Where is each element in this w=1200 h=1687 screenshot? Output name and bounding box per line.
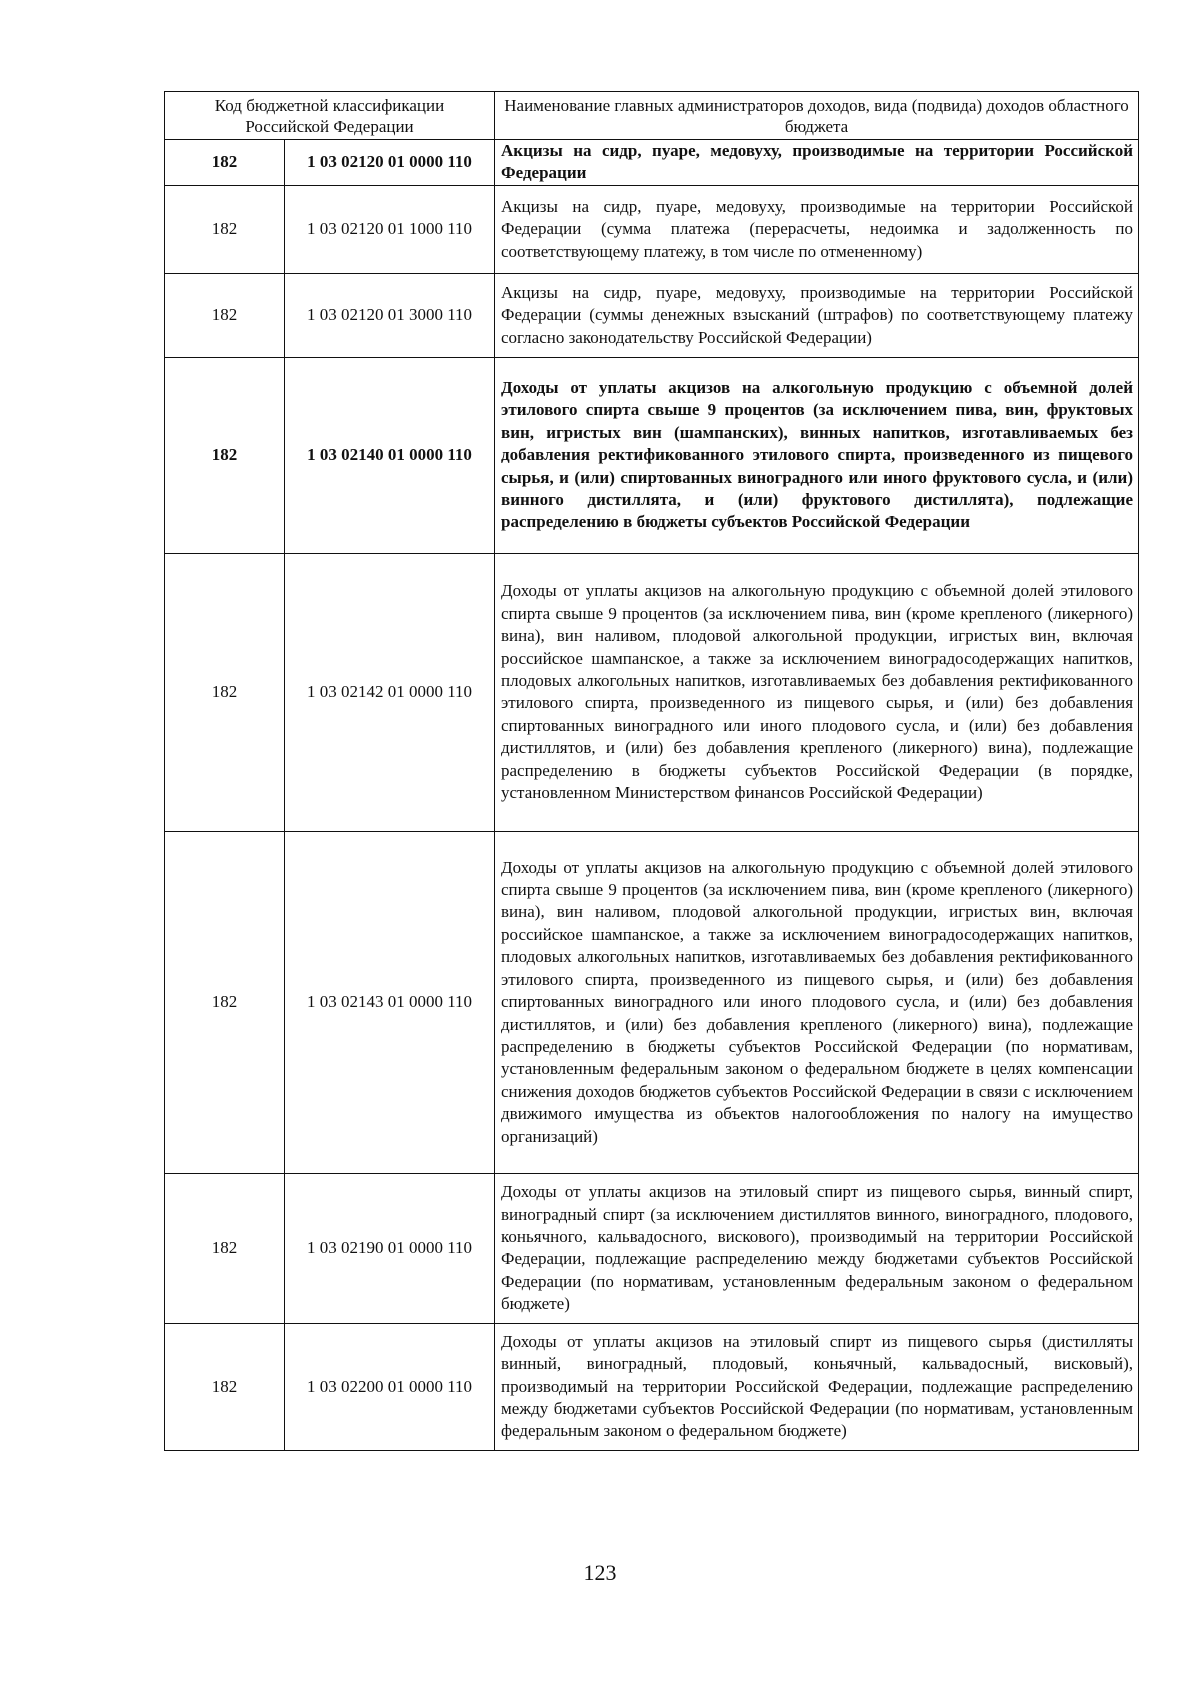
revenue-name-cell: Доходы от уплаты акцизов на этиловый спирт из пищевого сырья, винный спирт, виноградный спирт (за исключением дистиллятов винного, виноградного, плодового, коньячного, кальвадосного, вискового), производимый на территории Российской Федерации, подлежащие распределению между бюджетами субъектов Российской Федерации (по нормативам, установленным федеральным законом о федеральном бюджете): [495, 1173, 1139, 1323]
header-code-column: Код бюджетной классификации Российской Федерации: [165, 92, 495, 140]
admin-code-cell: 182: [165, 1323, 285, 1450]
budget-code-cell: 1 03 02120 01 0000 110: [285, 140, 495, 186]
admin-code-cell: 182: [165, 553, 285, 831]
revenue-name-cell: Акцизы на сидр, пуаре, медовуху, производимые на территории Российской Федерации (суммы денежных взысканий (штрафов) по соответствующему платежу согласно законодательству Российской Федерации): [495, 273, 1139, 357]
revenue-name-cell: Доходы от уплаты акцизов на алкогольную продукцию с объемной долей этилового спирта свыше 9 процентов (за исключением пива, вин, фруктовых вин, игристых вин (шампанских), винных напитков, изготавливаемых без добавления ректификованного этилового спирта, произведенного из пищевого сырья, и (или) спиртованных виноградного или иного фруктового сусла, и (или) винного дистиллята, и (или) фруктового дистиллята), подлежащие распределению в бюджеты субъектов Российской Федерации: [495, 357, 1139, 553]
budget-code-cell: 1 03 02143 01 0000 110: [285, 831, 495, 1173]
budget-code-cell: 1 03 02140 01 0000 110: [285, 357, 495, 553]
revenue-name-cell: Доходы от уплаты акцизов на этиловый спирт из пищевого сырья (дистилляты винный, виноградный, плодовый, коньячный, кальвадосный, висковый), производимый на территории Российской Федерации, подлежащие распределению между бюджетами субъектов Российской Федерации (по нормативам, установленным федеральным законом о федеральном бюджете): [495, 1323, 1139, 1450]
revenue-name-cell: Акцизы на сидр, пуаре, медовуху, производимые на территории Российской Федерации (сумма платежа (перерасчеты, недоимка и задолженность по соответствующему платежу, в том числе по отмененному): [495, 185, 1139, 273]
admin-code-cell: 182: [165, 831, 285, 1173]
table-body: [165, 140, 1139, 1451]
table-row: [165, 553, 1139, 831]
table-row: [165, 1323, 1139, 1450]
table-row: [165, 185, 1139, 273]
table-header-row: [165, 92, 1139, 140]
table-row: [165, 140, 1139, 186]
header-name-column: Наименование главных администраторов доходов, вида (подвида) доходов областного бюджета: [495, 92, 1139, 140]
admin-code-cell: 182: [165, 185, 285, 273]
page-number: 123: [583, 1560, 617, 1585]
table-row: [165, 273, 1139, 357]
admin-code-cell: 182: [165, 273, 285, 357]
revenue-name-cell: Акцизы на сидр, пуаре, медовуху, производимые на территории Российской Федерации: [495, 140, 1139, 186]
revenue-name-cell: Доходы от уплаты акцизов на алкогольную продукцию с объемной долей этилового спирта свыше 9 процентов (за исключением пива, вин (кроме крепленого (ликерного) вина), вин наливом, плодовой алкогольной продукции, игристых вин, включая российское шампанское, а также за исключением виноградосодержащих напитков, плодовых алкогольных напитков, изготавливаемых без добавления ректификованного этилового спирта, произведенного из пищевого сырья, и (или) без добавления спиртованных виноградного или иного плодового сусла, и (или) без добавления дистиллятов, и (или) без добавления крепленого (ликерного) вина), подлежащие распределению в бюджеты субъектов Российской Федерации (по нормативам, установленным федеральным законом о федеральном бюджете в целях компенсации снижения доходов бюджетов субъектов Российской Федерации в связи с исключением движимого имущества из объектов налогообложения по налогу на имущество организаций): [495, 831, 1139, 1173]
budget-code-cell: 1 03 02120 01 1000 110: [285, 185, 495, 273]
admin-code-cell: 182: [165, 357, 285, 553]
budget-classification-table: [164, 91, 1139, 1451]
budget-code-cell: 1 03 02142 01 0000 110: [285, 553, 495, 831]
table-row: [165, 831, 1139, 1173]
table-row: [165, 357, 1139, 553]
budget-code-cell: 1 03 02120 01 3000 110: [285, 273, 495, 357]
revenue-name-cell: Доходы от уплаты акцизов на алкогольную продукцию с объемной долей этилового спирта свыше 9 процентов (за исключением пива, вин (кроме крепленого (ликерного) вина), вин наливом, плодовой алкогольной продукции, игристых вин, включая российское шампанское, а также за исключением виноградосодержащих напитков, плодовых алкогольных напитков, изготавливаемых без добавления ректификованного этилового спирта, произведенного из пищевого сырья, и (или) без добавления спиртованных виноградного или иного плодового сусла, и (или) без добавления дистиллятов, и (или) без добавления крепленого (ликерного) вина), подлежащие распределению в бюджеты субъектов Российской Федерации (в порядке, установленном Министерством финансов Российской Федерации): [495, 553, 1139, 831]
admin-code-cell: 182: [165, 140, 285, 186]
admin-code-cell: 182: [165, 1173, 285, 1323]
table-row: [165, 1173, 1139, 1323]
budget-code-cell: 1 03 02200 01 0000 110: [285, 1323, 495, 1450]
document-page: [164, 91, 1138, 1451]
budget-code-cell: 1 03 02190 01 0000 110: [285, 1173, 495, 1323]
